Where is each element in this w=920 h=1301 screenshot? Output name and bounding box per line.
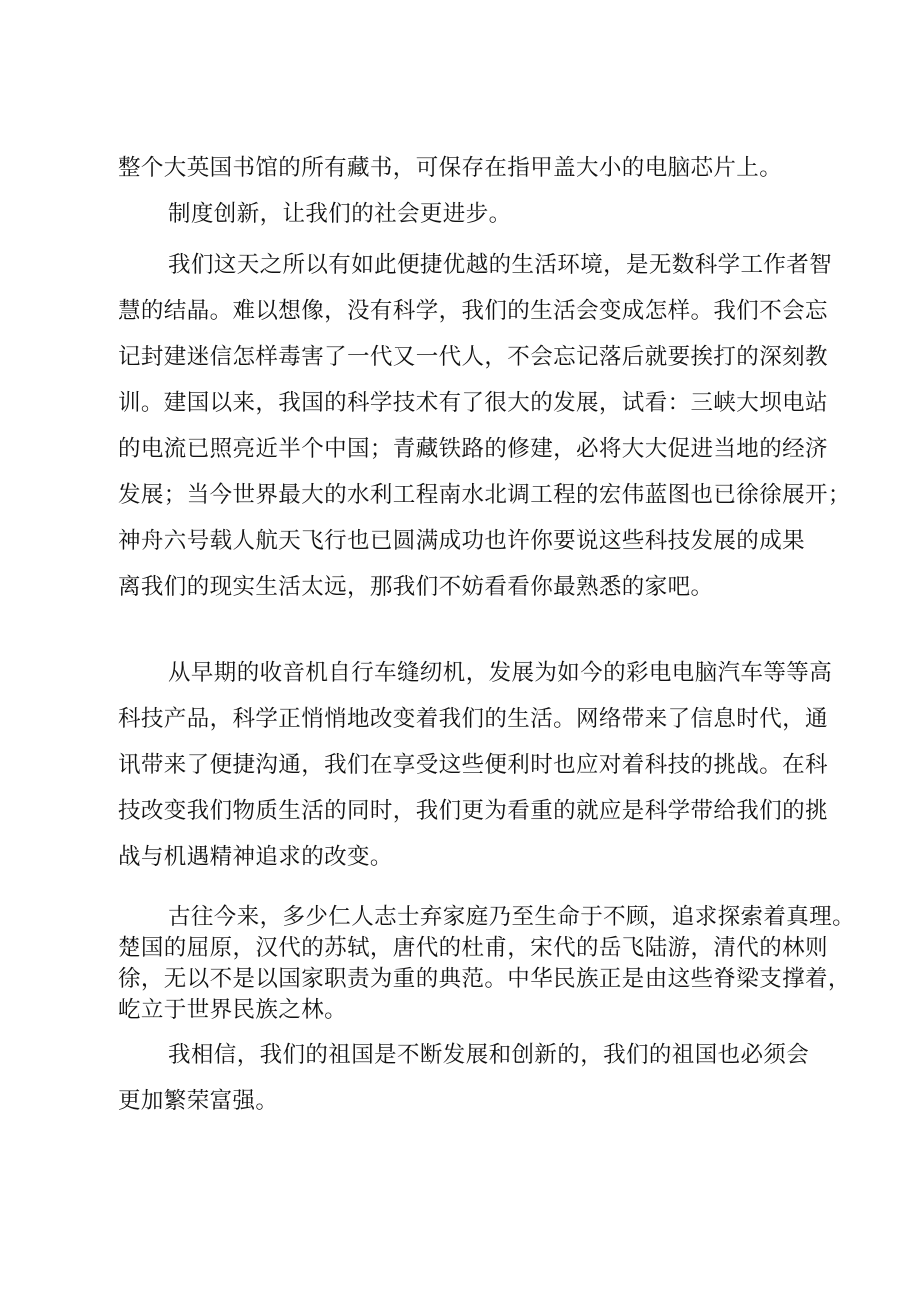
text-line: 我们这天之所以有如此便捷优越的生活环境，是无数科学工作者智 <box>168 252 833 278</box>
text-line: 科技产品，科学正悄悄地改变着我们的生活。网络带来了信息时代，通 <box>118 706 828 732</box>
text-line: 我相信，我们的祖国是不断发展和创新的，我们的祖国也必须会 <box>168 1042 810 1068</box>
text-line: 神舟六号载人航天飞行也已圆满成功也许你要说这些科技发展的成果 <box>118 528 806 554</box>
paragraph-1 <box>118 145 808 191</box>
text-line: 徐，无以不是以国家职责为重的典范。中华民族正是由这些脊梁支撑着， <box>118 966 851 992</box>
text-line: 慧的结晶。难以想像，没有科学，我们的生活会变成怎样。我们不会忘 <box>118 298 828 324</box>
text-line: 发展；当今世界最大的水利工程南水北调工程的宏伟蓝图也已徐徐展开； <box>118 482 851 508</box>
text-line: 战与机遇精神追求的改变。 <box>118 844 393 870</box>
text-line: 屹立于世界民族之林。 <box>118 997 348 1023</box>
text-line: 制度创新，让我们的社会更进步。 <box>168 201 512 227</box>
text-line: 整个大英国书馆的所有藏书，可保存在指甲盖大小的电脑芯片上。 <box>118 155 783 181</box>
paragraph-4 <box>118 650 833 880</box>
text-line: 记封建迷信怎样毒害了一代又一代人，不会忘记落后就要挨打的深刻教 <box>118 344 828 370</box>
paragraph-2 <box>118 191 808 237</box>
text-line: 从早期的收音机自行车缝纫机，发展为如今的彩电电脑汽车等等高 <box>168 660 833 686</box>
text-line: 的电流已照亮近半个中国；青藏铁路的修建，必将大大促进当地的经济 <box>118 436 828 462</box>
text-line: 离我们的现实生活太远，那我们不妨看看你最熟悉的家吧。 <box>118 574 714 600</box>
text-line: 楚国的屈原，汉代的苏轼，唐代的杜甫，宋代的岳飞陆游，清代的林则 <box>118 935 828 961</box>
text-line: 古往今来，多少仁人志士弃家庭乃至生命于不顾，追求探索着真理。 <box>168 904 856 930</box>
text-line: 讯带来了便捷沟通，我们在享受这些便利时也应对着科技的挑战。在科 <box>118 752 828 778</box>
text-line: 技改变我们物质生活的同时，我们更为看重的就应是科学带给我们的挑 <box>118 798 828 824</box>
text-line: 更加繁荣富强。 <box>118 1088 279 1114</box>
paragraph-6 <box>118 1032 808 1124</box>
text-line: 训。建国以来，我国的科学技术有了很大的发展，试看：三峡大坝电站 <box>118 390 828 416</box>
paragraph-5 <box>118 902 856 1026</box>
paragraph-3 <box>118 242 851 610</box>
